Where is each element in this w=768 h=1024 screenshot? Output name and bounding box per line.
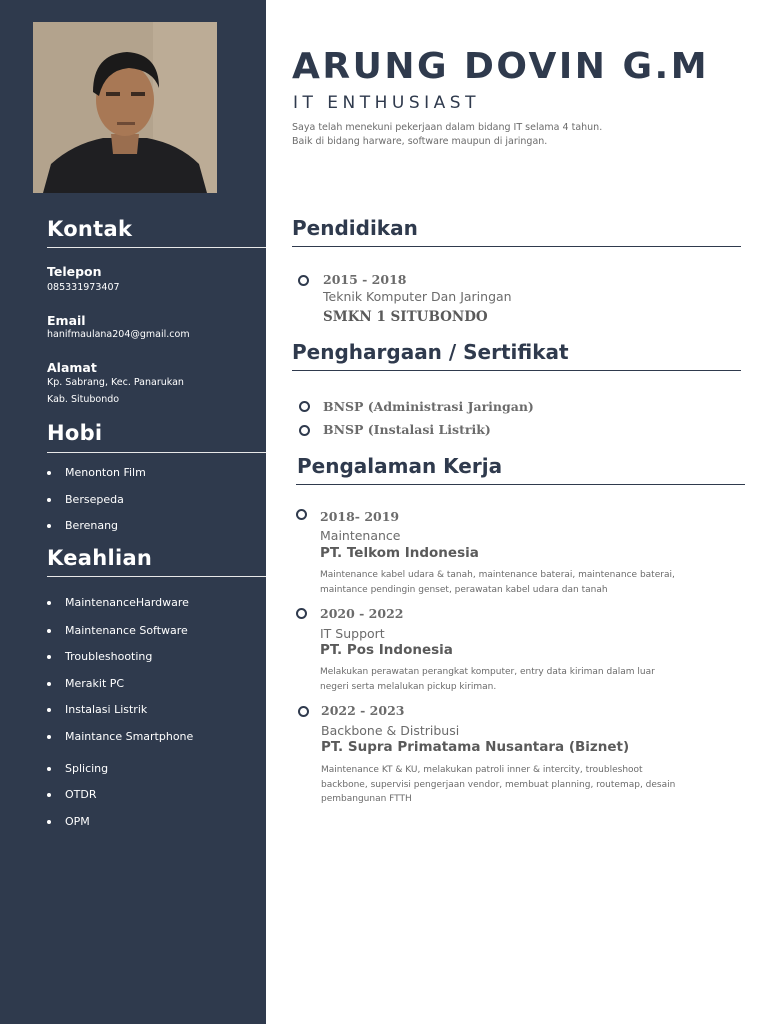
email-value: hanifmaulana204@gmail.com: [47, 329, 190, 340]
experience-position: IT Support: [320, 626, 385, 641]
bullet-icon: [47, 601, 51, 605]
address-label: Alamat: [47, 360, 97, 375]
education-major: Teknik Komputer Dan Jaringan: [323, 289, 512, 304]
education-period: 2015 - 2018: [323, 272, 407, 287]
timeline-circle-icon: [299, 401, 310, 412]
experience-description: Melakukan perawatan perangkat komputer, entry data kiriman dalam luar negeri serta melalukan pickup kiriman.: [320, 667, 655, 692]
contact-divider: [47, 247, 266, 248]
phone-label: Telepon: [47, 264, 102, 279]
bullet-icon: [47, 629, 51, 633]
experience-company: PT. Pos Indonesia: [320, 642, 453, 658]
skills-heading: Keahlian: [47, 546, 153, 570]
certificates-heading: Penghargaan / Sertifikat: [292, 340, 569, 364]
bullet-icon: [47, 524, 51, 528]
timeline-circle-icon: [298, 706, 309, 717]
education-heading: Pendidikan: [292, 216, 418, 240]
bullet-icon: [47, 471, 51, 475]
experience-period: 2018- 2019: [320, 509, 400, 524]
experience-divider: [296, 484, 745, 485]
experience-company: PT. Supra Primatama Nusantara (Biznet): [321, 739, 630, 755]
skills-divider: [47, 576, 266, 577]
job-title: IT ENTHUSIAST: [293, 93, 480, 113]
hobbies-heading: Hobi: [47, 421, 103, 445]
timeline-circle-icon: [296, 509, 307, 520]
bullet-icon: [47, 767, 51, 771]
education-school: SMKN 1 SITUBONDO: [323, 309, 488, 325]
summary-line-2: Baik di bidang harware, software maupun di jaringan.: [292, 136, 548, 147]
experience-heading: Pengalaman Kerja: [297, 454, 503, 478]
summary-line-1: Saya telah menekuni pekerjaan dalam bidang IT selama 4 tahun.: [292, 122, 603, 133]
bullet-icon: [47, 682, 51, 686]
certificate-item: BNSP (Instalasi Listrik): [323, 422, 491, 437]
bullet-icon: [47, 655, 51, 659]
certificate-item: BNSP (Administrasi Jaringan): [323, 399, 534, 414]
person-name: ARUNG DOVIN G.M: [292, 46, 710, 87]
experience-position: Maintenance: [320, 528, 401, 543]
hobbies-divider: [47, 452, 266, 453]
profile-photo: [33, 22, 217, 193]
bullet-icon: [47, 708, 51, 712]
address-line-1: Kp. Sabrang, Kec. Panarukan: [47, 377, 184, 388]
contact-heading: Kontak: [47, 217, 133, 241]
experience-description: Maintenance KT & KU, melakukan patroli inner & intercity, troubleshoot backbone, supervisi pengerjaan vendor, membuat planning, routemap, desain pembangunan FTTH: [321, 765, 676, 804]
timeline-circle-icon: [296, 608, 307, 619]
bullet-icon: [47, 793, 51, 797]
timeline-circle-icon: [298, 275, 309, 286]
experience-period: 2022 - 2023: [321, 703, 405, 718]
phone-value: 085331973407: [47, 282, 120, 293]
bullet-icon: [47, 820, 51, 824]
experience-description: Maintenance kabel udara & tanah, maintenance baterai, maintenance baterai, maintance pendingin genset, perawatan kabel udara dan tanah: [320, 570, 675, 595]
address-line-2: Kab. Situbondo: [47, 394, 120, 405]
experience-position: Backbone & Distribusi: [321, 723, 460, 738]
bullet-icon: [47, 498, 51, 502]
bullet-icon: [47, 735, 51, 739]
experience-period: 2020 - 2022: [320, 606, 404, 621]
certificates-divider: [292, 370, 741, 371]
email-label: Email: [47, 313, 86, 328]
sidebar: Kontak Telepon 085331973407 Email hanifmaulana204@gmail.com Alamat Kp. Sabrang, Kec. Panarukan Kab. Situbondo Hobi Menonton Film Bersepeda Berenang Keahlian MaintenanceHardware Maintenance Software Troubleshooting Merakit PC Instalasi Listrik Maintance Smartphone Splicing OTDR OPM: [0, 0, 266, 1024]
education-divider: [292, 246, 741, 247]
experience-company: PT. Telkom Indonesia: [320, 545, 479, 561]
profile-summary: [292, 121, 602, 149]
timeline-circle-icon: [299, 425, 310, 436]
